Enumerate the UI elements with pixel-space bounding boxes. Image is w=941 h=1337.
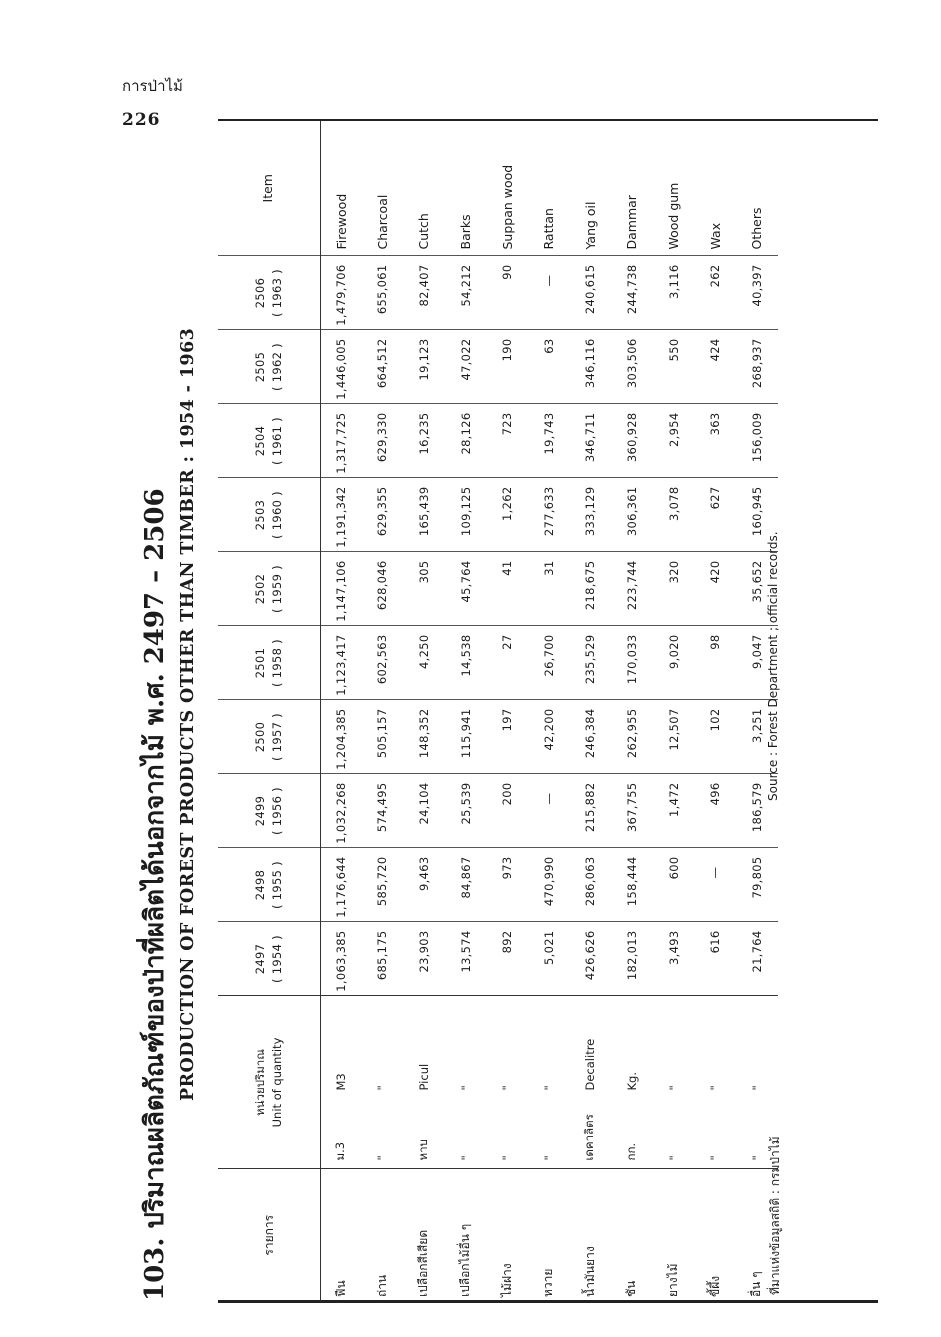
- value-cell: 268,937: [736, 330, 778, 404]
- value-cell: 158,444: [611, 848, 653, 922]
- value-cell: 31: [528, 552, 570, 626]
- unit-thai: ": [708, 1155, 723, 1161]
- value-cell: 90: [486, 256, 528, 330]
- value-cell: 1,479,706: [320, 256, 362, 330]
- value-cell: 23,903: [403, 922, 445, 996]
- table-body: [320, 121, 778, 1301]
- value-cell: 13,574: [445, 922, 487, 996]
- value-cell: 160,945: [736, 478, 778, 552]
- value-cell: 98: [694, 626, 736, 700]
- source-thai: ที่มาแห่งข้อมูลสถิติ : กรมป่าไม้: [768, 1136, 782, 1295]
- value-cell: 102: [694, 700, 736, 774]
- year-ce: ( 1962 ): [269, 343, 284, 391]
- value-cell: 19,123: [403, 330, 445, 404]
- value-cell: 629,355: [362, 478, 404, 552]
- year-be: 2497: [252, 943, 267, 975]
- year-ce: ( 1958 ): [269, 639, 284, 687]
- value-cell: 664,512: [362, 330, 404, 404]
- header-unit-thai: หน่วยปริมาณ: [252, 1049, 267, 1116]
- value-cell: 360,928: [611, 404, 653, 478]
- item-name-thai: เปลือกสีเสียด: [403, 1169, 445, 1301]
- item-name-thai: ชัน: [611, 1169, 653, 1301]
- item-name-english: Wood gum: [666, 182, 682, 250]
- table-container: [218, 121, 778, 1301]
- unit-cell: [653, 996, 695, 1169]
- unit-english: M3: [334, 1073, 349, 1091]
- value-cell: 1,191,342: [320, 478, 362, 552]
- unit-english: ": [666, 1085, 681, 1091]
- value-cell: 215,882: [570, 774, 612, 848]
- value-cell: 685,175: [362, 922, 404, 996]
- item-name-thai: ฟืน: [320, 1169, 362, 1301]
- table-title-thai: 103. ปริมาณผลิตภัณฑ์ของป่าที่ผลิตได้นอกจากไม้ พ.ศ. 2497 – 2506: [140, 488, 170, 1301]
- year-be: 2502: [252, 573, 267, 605]
- value-cell: 197: [486, 700, 528, 774]
- value-cell: 1,472: [653, 774, 695, 848]
- unit-cell: [362, 996, 404, 1169]
- value-cell: 47,022: [445, 330, 487, 404]
- value-cell: 262: [694, 256, 736, 330]
- header-item-english-text: Item: [260, 174, 276, 203]
- header-year: [218, 774, 320, 848]
- unit-cell: [403, 996, 445, 1169]
- value-cell: 1,262: [486, 478, 528, 552]
- unit-english: ": [749, 1085, 764, 1091]
- item-name-english: Charcoal: [374, 194, 390, 250]
- header-item-thai: [218, 1169, 320, 1301]
- value-cell: 1,204,385: [320, 700, 362, 774]
- item-name-english: Wax: [707, 222, 723, 250]
- table-row: [486, 121, 528, 1301]
- value-cell: 262,955: [611, 700, 653, 774]
- header-year: [218, 478, 320, 552]
- unit-thai: ": [749, 1155, 764, 1161]
- value-cell: 170,033: [611, 626, 653, 700]
- unit-cell: [570, 996, 612, 1169]
- table-row: [570, 121, 612, 1301]
- table-footer: [766, 121, 790, 1301]
- table-row: [445, 121, 487, 1301]
- value-cell: 235,529: [570, 626, 612, 700]
- table-row: [403, 121, 445, 1301]
- header-unit-english: Unit of quantity: [269, 1037, 284, 1128]
- item-name-english: Firewood: [333, 193, 349, 250]
- value-cell: 9,020: [653, 626, 695, 700]
- item-name-thai: อื่น ๆ: [736, 1169, 778, 1301]
- value-cell: 186,579: [736, 774, 778, 848]
- unit-english: ": [375, 1085, 390, 1091]
- value-cell: 3,251: [736, 700, 778, 774]
- unit-cell: [486, 996, 528, 1169]
- value-cell: 3,116: [653, 256, 695, 330]
- year-be: 2499: [252, 795, 267, 827]
- value-cell: 165,439: [403, 478, 445, 552]
- unit-cell: [445, 996, 487, 1169]
- value-cell: 1,063,385: [320, 922, 362, 996]
- value-cell: 367,755: [611, 774, 653, 848]
- unit-thai: หาบ: [415, 1139, 430, 1161]
- year-ce: ( 1955 ): [269, 861, 284, 909]
- item-name-english: Rattan: [541, 208, 557, 250]
- value-cell: 320: [653, 552, 695, 626]
- year-ce: ( 1961 ): [269, 417, 284, 465]
- table-title-english: PRODUCTION OF FOREST PRODUCTS OTHER THAN TIMBER : 1954 - 1963: [178, 327, 198, 1101]
- value-cell: 9,463: [403, 848, 445, 922]
- value-cell: 346,116: [570, 330, 612, 404]
- unit-english: ": [458, 1085, 473, 1091]
- year-be: 2498: [252, 869, 267, 901]
- year-ce: ( 1957 ): [269, 713, 284, 761]
- unit-english: ": [500, 1085, 515, 1091]
- value-cell: 655,061: [362, 256, 404, 330]
- source-english: Source : Forest Department ; official records.: [766, 531, 780, 801]
- value-cell: —: [694, 848, 736, 922]
- production-table: [218, 121, 778, 1301]
- item-name-english: Cutch: [416, 213, 432, 250]
- item-name-thai: ถ่าน: [362, 1169, 404, 1301]
- value-cell: 190: [486, 330, 528, 404]
- year-ce: ( 1959 ): [269, 565, 284, 613]
- item-name-thai: ไม้ฝาง: [486, 1169, 528, 1301]
- value-cell: 45,764: [445, 552, 487, 626]
- value-cell: 21,764: [736, 922, 778, 996]
- value-cell: 240,615: [570, 256, 612, 330]
- value-cell: 585,720: [362, 848, 404, 922]
- value-cell: 223,744: [611, 552, 653, 626]
- page-number: 226: [122, 110, 161, 130]
- value-cell: 973: [486, 848, 528, 922]
- unit-english: ": [541, 1085, 556, 1091]
- item-name-thai: เปลือกไม้อื่น ๆ: [445, 1169, 487, 1301]
- value-cell: 505,157: [362, 700, 404, 774]
- table-row: [694, 121, 736, 1301]
- value-cell: 3,078: [653, 478, 695, 552]
- value-cell: 286,063: [570, 848, 612, 922]
- value-cell: 42,200: [528, 700, 570, 774]
- year-ce: ( 1954 ): [269, 935, 284, 983]
- value-cell: 5,021: [528, 922, 570, 996]
- value-cell: 84,867: [445, 848, 487, 922]
- header-year: [218, 700, 320, 774]
- value-cell: 1,176,644: [320, 848, 362, 922]
- year-ce: ( 1963 ): [269, 269, 284, 317]
- header-item-english: [218, 121, 320, 256]
- value-cell: 79,805: [736, 848, 778, 922]
- value-cell: 892: [486, 922, 528, 996]
- unit-english: ": [708, 1085, 723, 1091]
- table-titles: [134, 121, 218, 1301]
- value-cell: 303,506: [611, 330, 653, 404]
- year-be: 2505: [252, 351, 267, 383]
- unit-thai: ": [458, 1155, 473, 1161]
- value-cell: 115,941: [445, 700, 487, 774]
- value-cell: 616: [694, 922, 736, 996]
- value-cell: 63: [528, 330, 570, 404]
- value-cell: 54,212: [445, 256, 487, 330]
- section-name: การป่าไม้: [122, 77, 183, 95]
- item-name-english: Barks: [458, 214, 474, 250]
- unit-cell: [611, 996, 653, 1169]
- value-cell: 28,126: [445, 404, 487, 478]
- value-cell: 26,700: [528, 626, 570, 700]
- unit-thai: ": [500, 1155, 515, 1161]
- value-cell: 1,317,725: [320, 404, 362, 478]
- value-cell: 182,013: [611, 922, 653, 996]
- value-cell: 82,407: [403, 256, 445, 330]
- unit-cell: [694, 996, 736, 1169]
- table-row: [528, 121, 570, 1301]
- value-cell: 628,046: [362, 552, 404, 626]
- value-cell: 723: [486, 404, 528, 478]
- unit-thai: กก.: [623, 1142, 638, 1161]
- table-row: [320, 121, 362, 1301]
- value-cell: 1,446,005: [320, 330, 362, 404]
- value-cell: —: [528, 774, 570, 848]
- value-cell: 4,250: [403, 626, 445, 700]
- value-cell: 24,104: [403, 774, 445, 848]
- value-cell: 305: [403, 552, 445, 626]
- header-year: [218, 256, 320, 330]
- table-row: [611, 121, 653, 1301]
- item-name-thai: ขี้ผึ้ง: [694, 1169, 736, 1301]
- value-cell: 41: [486, 552, 528, 626]
- value-cell: 109,125: [445, 478, 487, 552]
- rotated-table-block: [134, 121, 794, 1301]
- value-cell: 346,711: [570, 404, 612, 478]
- item-name-english: Others: [749, 207, 765, 250]
- value-cell: 1,123,417: [320, 626, 362, 700]
- value-cell: 27: [486, 626, 528, 700]
- year-be: 2501: [252, 647, 267, 679]
- year-be: 2500: [252, 721, 267, 753]
- value-cell: 3,493: [653, 922, 695, 996]
- value-cell: 420: [694, 552, 736, 626]
- value-cell: 9,047: [736, 626, 778, 700]
- value-cell: 16,235: [403, 404, 445, 478]
- header-year: [218, 626, 320, 700]
- value-cell: 426,626: [570, 922, 612, 996]
- header-year: [218, 848, 320, 922]
- value-cell: 602,563: [362, 626, 404, 700]
- unit-english: Decalitre: [583, 1038, 598, 1091]
- value-cell: 627: [694, 478, 736, 552]
- value-cell: 19,743: [528, 404, 570, 478]
- value-cell: 14,538: [445, 626, 487, 700]
- value-cell: 40,397: [736, 256, 778, 330]
- value-cell: 470,990: [528, 848, 570, 922]
- header-year: [218, 552, 320, 626]
- value-cell: 306,361: [611, 478, 653, 552]
- value-cell: 244,738: [611, 256, 653, 330]
- header-item-thai-text: รายการ: [261, 1214, 276, 1256]
- item-name-thai: หวาย: [528, 1169, 570, 1301]
- item-name-thai: ยางไม้: [653, 1169, 695, 1301]
- unit-thai: ": [666, 1155, 681, 1161]
- unit-english: Picul: [416, 1063, 431, 1091]
- value-cell: 424: [694, 330, 736, 404]
- table-header-row: [218, 121, 320, 1301]
- value-cell: 35,652: [736, 552, 778, 626]
- value-cell: 12,507: [653, 700, 695, 774]
- value-cell: 1,147,106: [320, 552, 362, 626]
- value-cell: 25,539: [445, 774, 487, 848]
- value-cell: 2,954: [653, 404, 695, 478]
- header-year: [218, 404, 320, 478]
- value-cell: 574,495: [362, 774, 404, 848]
- header-unit: [218, 996, 320, 1169]
- header-year: [218, 922, 320, 996]
- item-name-thai: น้ำมันยาง: [570, 1169, 612, 1301]
- unit-cell: [320, 996, 362, 1169]
- unit-english: Kg.: [624, 1072, 639, 1091]
- unit-thai: ม.3: [333, 1141, 348, 1161]
- value-cell: 218,675: [570, 552, 612, 626]
- unit-thai: ": [375, 1155, 390, 1161]
- value-cell: 1,032,268: [320, 774, 362, 848]
- value-cell: 277,633: [528, 478, 570, 552]
- value-cell: 550: [653, 330, 695, 404]
- value-cell: 629,330: [362, 404, 404, 478]
- value-cell: 148,352: [403, 700, 445, 774]
- value-cell: 200: [486, 774, 528, 848]
- header-year: [218, 330, 320, 404]
- unit-thai: ": [541, 1155, 556, 1161]
- value-cell: 496: [694, 774, 736, 848]
- value-cell: —: [528, 256, 570, 330]
- value-cell: 333,129: [570, 478, 612, 552]
- table-row: [653, 121, 695, 1301]
- value-cell: 156,009: [736, 404, 778, 478]
- unit-cell: [528, 996, 570, 1169]
- value-cell: 363: [694, 404, 736, 478]
- year-ce: ( 1960 ): [269, 491, 284, 539]
- year-be: 2503: [252, 499, 267, 531]
- year-ce: ( 1956 ): [269, 787, 284, 835]
- item-name-english: Suppan wood: [499, 164, 515, 250]
- item-name-english: Dammar: [624, 195, 640, 250]
- year-be: 2506: [252, 277, 267, 309]
- unit-thai: เดคาลิตร: [582, 1114, 597, 1161]
- year-be: 2504: [252, 425, 267, 457]
- item-name-english: Yang oil: [582, 201, 598, 250]
- value-cell: 600: [653, 848, 695, 922]
- table-row: [362, 121, 404, 1301]
- value-cell: 246,384: [570, 700, 612, 774]
